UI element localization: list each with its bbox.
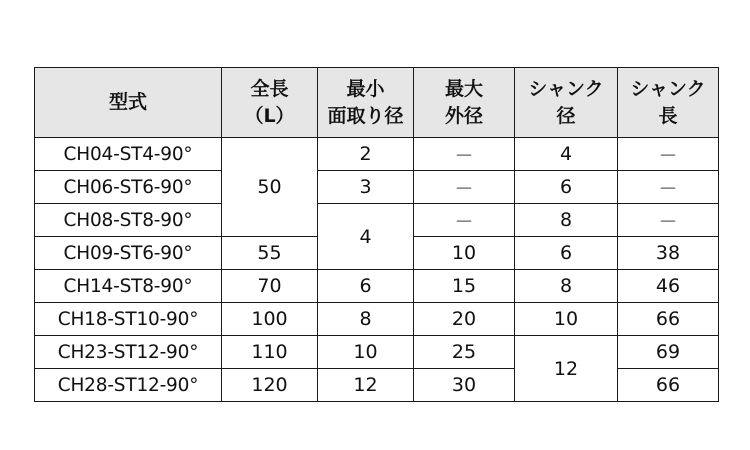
length-cell: 120 [222, 369, 318, 402]
max-outer-cell: 15 [414, 270, 515, 303]
shank-len-cell: 38 [618, 237, 719, 270]
header-max-outer [414, 68, 515, 138]
model-cell: CH06-ST6-90° [35, 171, 222, 204]
max-outer-cell: 25 [414, 336, 515, 369]
header-min-chamfer-line1: 最小 [346, 77, 385, 100]
shank-len-cell: 69 [618, 336, 719, 369]
shank-len-cell: 46 [618, 270, 719, 303]
min-chamfer-cell: 10 [318, 336, 414, 369]
spec-table [34, 67, 719, 402]
max-outer-cell: 10 [414, 237, 515, 270]
shank-dia-cell: 8 [515, 204, 618, 237]
min-chamfer-cell: 2 [318, 138, 414, 171]
min-chamfer-cell: 4 [318, 204, 414, 270]
min-chamfer-cell: 6 [318, 270, 414, 303]
shank-dia-cell: 6 [515, 237, 618, 270]
length-cell: 100 [222, 303, 318, 336]
header-shank-len-line1: シャンク [630, 77, 706, 100]
header-row [35, 68, 719, 138]
shank-dia-cell: 8 [515, 270, 618, 303]
table-row [35, 270, 719, 303]
length-cell: 70 [222, 270, 318, 303]
length-cell: 50 [222, 138, 318, 237]
table-row [35, 303, 719, 336]
max-outer-cell: － [414, 171, 515, 204]
table-row [35, 204, 719, 237]
model-cell: CH09-ST6-90° [35, 237, 222, 270]
header-min-chamfer-line2: 面取り径 [327, 104, 404, 127]
table-row [35, 138, 719, 171]
shank-dia-cell: 6 [515, 171, 618, 204]
table-row [35, 336, 719, 369]
model-cell: CH08-ST8-90° [35, 204, 222, 237]
max-outer-cell: － [414, 204, 515, 237]
min-chamfer-cell: 12 [318, 369, 414, 402]
length-cell: 110 [222, 336, 318, 369]
header-shank-len-line2: 長 [658, 104, 678, 127]
model-cell: CH18-ST10-90° [35, 303, 222, 336]
model-cell: CH28-ST12-90° [35, 369, 222, 402]
shank-len-cell: － [618, 204, 719, 237]
shank-len-cell: 66 [618, 369, 719, 402]
header-length-line2: （L） [244, 104, 295, 127]
max-outer-cell: 30 [414, 369, 515, 402]
table-row [35, 171, 719, 204]
model-cell: CH23-ST12-90° [35, 336, 222, 369]
shank-dia-cell: 10 [515, 303, 618, 336]
header-shank-dia [515, 68, 618, 138]
header-shank-dia-line1: シャンク [528, 77, 604, 100]
length-cell: 55 [222, 237, 318, 270]
model-cell: CH14-ST8-90° [35, 270, 222, 303]
min-chamfer-cell: 3 [318, 171, 414, 204]
header-max-outer-line2: 外径 [444, 104, 483, 127]
shank-dia-cell: 4 [515, 138, 618, 171]
shank-len-cell: － [618, 138, 719, 171]
header-length-line1: 全長 [250, 77, 289, 100]
header-max-outer-line1: 最大 [444, 77, 483, 100]
min-chamfer-cell: 8 [318, 303, 414, 336]
header-shank-len [618, 68, 719, 138]
shank-dia-cell: 12 [515, 336, 618, 402]
header-length [222, 68, 318, 138]
max-outer-cell: 20 [414, 303, 515, 336]
model-cell: CH04-ST4-90° [35, 138, 222, 171]
shank-len-cell: 66 [618, 303, 719, 336]
header-shank-dia-line2: 径 [556, 104, 576, 127]
shank-len-cell: － [618, 171, 719, 204]
max-outer-cell: － [414, 138, 515, 171]
header-model: 型式 [35, 68, 222, 138]
header-min-chamfer [318, 68, 414, 138]
